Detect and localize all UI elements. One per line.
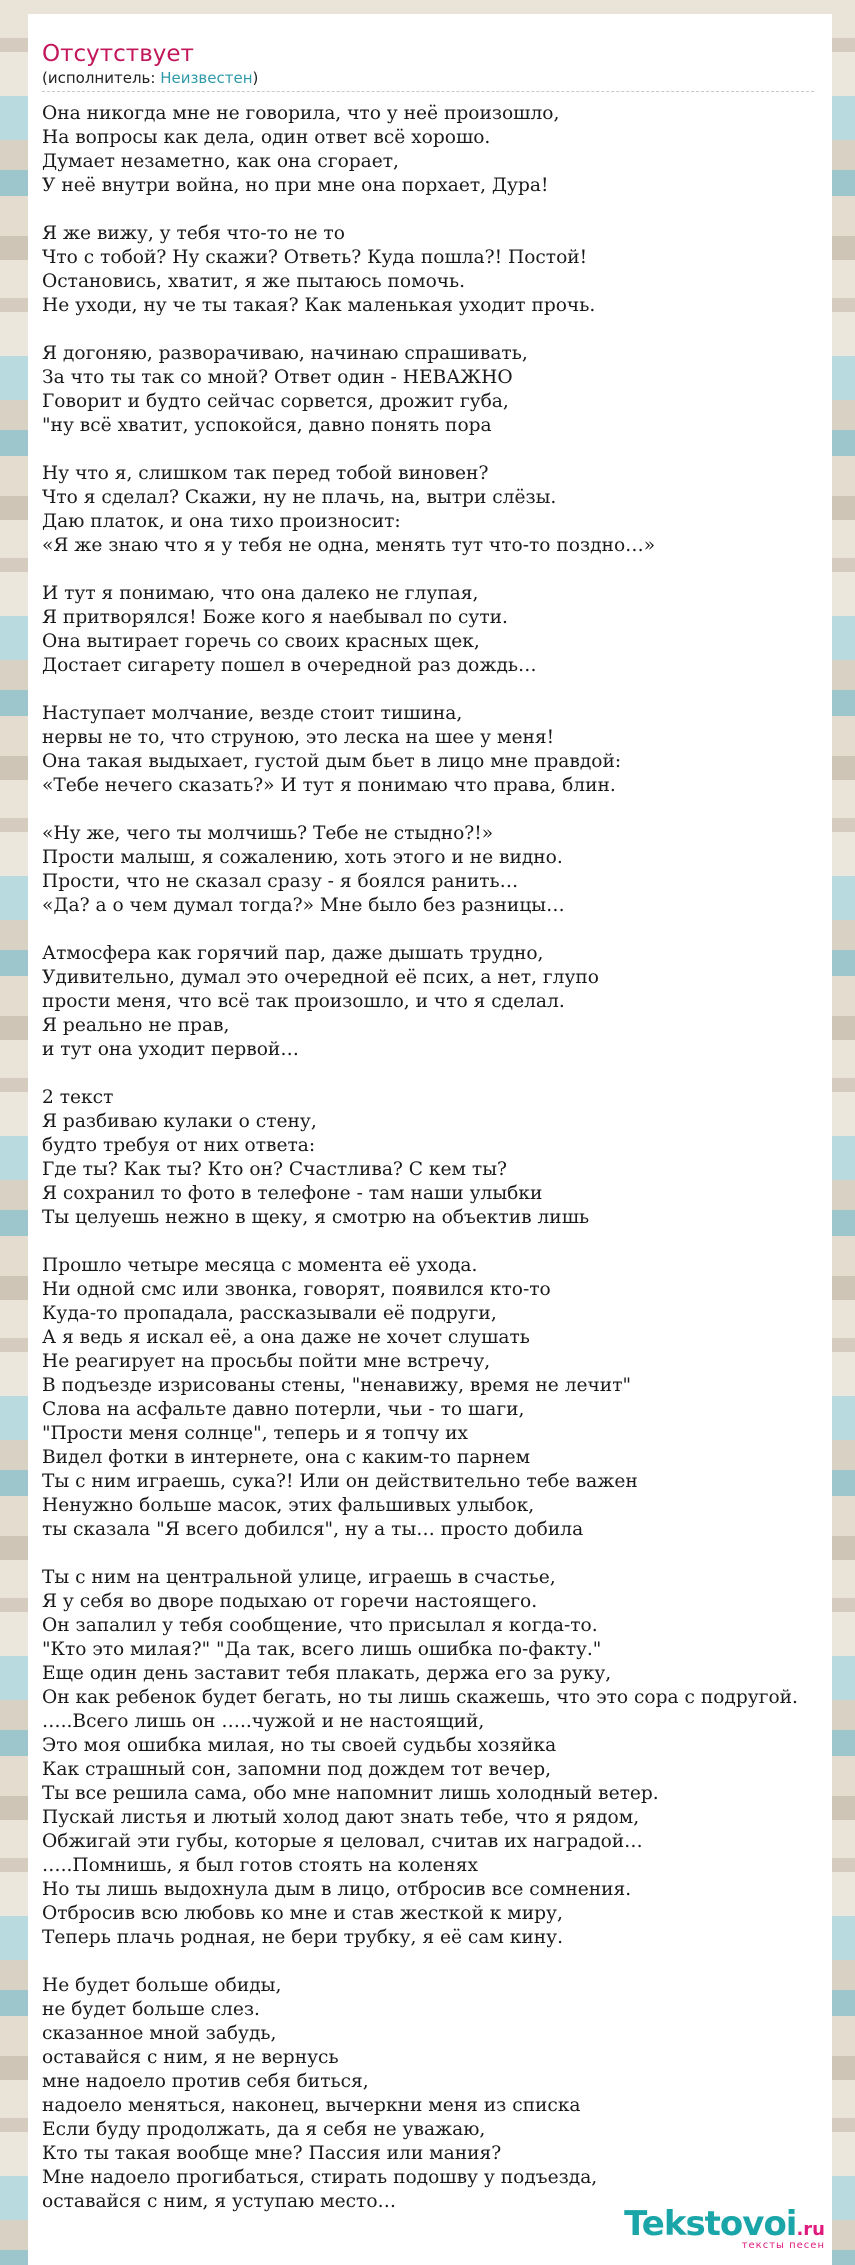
lyrics-line: Я же вижу, у тебя что-то не то [42, 223, 345, 244]
lyrics-line: А я ведь я искал её, а она даже не хочет слушать [42, 1327, 530, 1348]
lyrics-line: Прошло четыре месяца с момента её ухода. [42, 1255, 478, 1276]
lyrics-line: Достает сигарету пошел в очередной раз дождь… [42, 655, 537, 676]
lyrics-line: …..Всего лишь он …..чужой и не настоящий, [42, 1711, 485, 1732]
lyrics-line: надоело меняться, наконец, вычеркни меня из списка [42, 2095, 581, 2116]
lyrics-line: Я сохранил то фото в телефоне - там наши улыбки [42, 1183, 543, 1204]
lyrics-line: и тут она уходит первой… [42, 1039, 299, 1060]
lyrics-line: Что я сделал? Скажи, ну не плачь, на, вытри слёзы. [42, 487, 557, 508]
lyrics-line: мне надоело против себя биться, [42, 2071, 369, 2092]
lyrics-line: Обжигай эти губы, которые я целовал, считав их наградой… [42, 1831, 643, 1852]
lyrics-stanza [42, 1086, 814, 1230]
lyrics-line: Еще один день заставит тебя плакать, держа его за руку, [42, 1663, 612, 1684]
lyrics-line: Наступает молчание, везде стоит тишина, [42, 703, 463, 724]
lyrics-stanza [42, 342, 814, 438]
lyrics-line: оставайся с ним, я уступаю место… [42, 2191, 397, 2212]
lyrics-line: «Я же знаю что я у тебя не одна, менять тут что-то поздно…» [42, 535, 656, 556]
header-divider [42, 91, 814, 92]
lyrics-text [42, 102, 814, 2214]
lyrics-line: «Тебе нечего сказать?» И тут я понимаю что права, блин. [42, 775, 616, 796]
lyrics-page [28, 14, 832, 2265]
site-logo[interactable] [624, 2206, 825, 2251]
lyrics-line: Я реально не прав, [42, 1015, 230, 1036]
lyrics-line: Что с тобой? Ну скажи? Ответь? Куда пошла?! Постой! [42, 247, 588, 268]
lyrics-line: будто требуя от них ответа: [42, 1135, 316, 1156]
lyrics-line: «Да? а о чем думал тогда?» Мне было без разницы… [42, 895, 565, 916]
lyrics-line: не будет больше слез. [42, 1999, 260, 2020]
lyrics-line: Ты с ним на центральной улице, играешь в счастье, [42, 1567, 556, 1588]
lyrics-line: Пускай листья и лютый холод дают знать тебе, что я рядом, [42, 1807, 640, 1828]
lyrics-line: нервы не то, что струною, это леска на шее у меня! [42, 727, 555, 748]
lyrics-line: "Кто это милая?" "Да так, всего лишь ошибка по-факту." [42, 1639, 602, 1660]
lyrics-line: сказанное мной забудь, [42, 2023, 277, 2044]
lyrics-line: 2 текст [42, 1087, 114, 1108]
lyrics-line: Она такая выдыхает, густой дым бьет в лицо мне правдой: [42, 751, 622, 772]
lyrics-line: Даю платок, и она тихо произносит: [42, 511, 401, 532]
lyrics-line: Прости малыш, я сожалению, хоть этого и не видно. [42, 847, 563, 868]
lyrics-stanza [42, 102, 814, 198]
performer-line [42, 68, 814, 88]
lyrics-line: За что ты так со мной? Ответ один - НЕВАЖНО [42, 367, 513, 388]
lyrics-stanza [42, 222, 814, 318]
lyrics-line: Кто ты такая вообще мне? Пассия или мания? [42, 2143, 502, 2164]
lyrics-line: "Прости меня солнце", теперь и я топчу их [42, 1423, 468, 1444]
lyrics-stanza [42, 822, 814, 918]
lyrics-line: Атмосфера как горячий пар, даже дышать трудно, [42, 943, 544, 964]
performer-link[interactable]: Неизвестен [160, 69, 253, 87]
lyrics-line: Остановись, хватит, я же пытаюсь помочь. [42, 271, 466, 292]
lyrics-line: И тут я понимаю, что она далеко не глупая, [42, 583, 479, 604]
lyrics-stanza [42, 1566, 814, 1950]
lyrics-line: Это моя ошибка милая, но ты своей судьбы хозяйка [42, 1735, 557, 1756]
lyrics-line: Она никогда мне не говорила, что у неё произошло, [42, 103, 560, 124]
lyrics-stanza [42, 1974, 814, 2214]
performer-prefix: (исполнитель: [42, 69, 161, 87]
lyrics-line: Ты целуешь нежно в щеку, я смотрю на объектив лишь [42, 1207, 590, 1228]
lyrics-line: Я у себя во дворе подыхаю от горечи настоящего. [42, 1591, 538, 1612]
lyrics-line: На вопросы как дела, один ответ всё хорошо. [42, 127, 491, 148]
lyrics-stanza [42, 702, 814, 798]
lyrics-line: Он запалил у тебя сообщение, что присылал я когда-то. [42, 1615, 598, 1636]
song-title: Отсутствует [42, 41, 194, 67]
lyrics-line: Удивительно, думал это очередной её псих, а нет, глупо [42, 967, 599, 988]
lyrics-line: Но ты лишь выдохнула дым в лицо, отбросив все сомнения. [42, 1879, 632, 1900]
lyrics-line: Если буду продолжать, да я себя не уважаю, [42, 2119, 486, 2140]
lyrics-line: Где ты? Как ты? Кто он? Счастлива? С кем ты? [42, 1159, 507, 1180]
lyrics-line: ты сказала "Я всего добился", ну а ты… просто добила [42, 1519, 584, 1540]
lyrics-stanza [42, 942, 814, 1062]
lyrics-line: Теперь плачь родная, не бери трубку, я её сам кину. [42, 1927, 564, 1948]
lyrics-line: прости меня, что всё так произошло, и что я сделал. [42, 991, 565, 1012]
lyrics-line: Ну что я, слишком так перед тобой виновен? [42, 463, 489, 484]
lyrics-line: Думает незаметно, как она сгорает, [42, 151, 399, 172]
lyrics-stanza [42, 1254, 814, 1542]
lyrics-line: В подъезде изрисованы стены, "ненавижу, время не лечит" [42, 1375, 632, 1396]
lyrics-line: Отбросив всю любовь ко мне и став жесткой к миру, [42, 1903, 563, 1924]
lyrics-line: оставайся с ним, я не вернусь [42, 2047, 339, 2068]
lyrics-line: Я разбиваю кулаки о стену, [42, 1111, 317, 1132]
lyrics-line: У неё внутри война, но при мне она порхает, Дура! [42, 175, 549, 196]
lyrics-line: Мне надоело прогибаться, стирать подошву у подъезда, [42, 2167, 598, 2188]
lyrics-line: Прости, что не сказал сразу - я боялся ранить… [42, 871, 519, 892]
lyrics-line: "ну всё хватит, успокойся, давно понять пора [42, 415, 492, 436]
lyrics-line: Я притворялся! Боже кого я наебывал по сути. [42, 607, 508, 628]
performer-suffix: ) [252, 69, 259, 87]
lyrics-stanza [42, 462, 814, 558]
lyrics-line: Говорит и будто сейчас сорвется, дрожит губа, [42, 391, 509, 412]
logo-brand: Tekstovoi [624, 2204, 797, 2244]
lyrics-line: …..Помнишь, я был готов стоять на коленях [42, 1855, 479, 1876]
lyrics-stanza [42, 582, 814, 678]
lyrics-line: Видел фотки в интернете, она с каким-то парнем [42, 1447, 531, 1468]
lyrics-line: Ни одной смс или звонка, говорят, появился кто-то [42, 1279, 551, 1300]
lyrics-line: Слова на асфальте давно потерли, чьи - то шаги, [42, 1399, 525, 1420]
lyrics-line: Ненужно больше масок, этих фальшивых улыбок, [42, 1495, 535, 1516]
lyrics-line: Она вытирает горечь со своих красных щек, [42, 631, 480, 652]
lyrics-line: Я догоняю, разворачиваю, начинаю спрашивать, [42, 343, 528, 364]
lyrics-line: Не реагирует на просьбы пойти мне встречу, [42, 1351, 491, 1372]
lyrics-line: Он как ребенок будет бегать, но ты лишь скажешь, что это сора с подругой. [42, 1687, 798, 1708]
lyrics-line: Ты с ним играешь, сука?! Или он действительно тебе важен [42, 1471, 638, 1492]
logo-tld: .ru [796, 2219, 825, 2240]
lyrics-line: «Ну же, чего ты молчишь? Тебе не стыдно?!» [42, 823, 494, 844]
lyrics-line: Куда-то пропадала, рассказывали её подруги, [42, 1303, 497, 1324]
lyrics-line: Не уходи, ну че ты такая? Как маленькая уходит прочь. [42, 295, 596, 316]
lyrics-line: Как страшный сон, запомни под дождем тот вечер, [42, 1759, 552, 1780]
logo-tagline: тексты песен [741, 2240, 825, 2251]
lyrics-line: Ты все решила сама, обо мне напомнит лишь холодный ветер. [42, 1783, 659, 1804]
lyrics-line: Не будет больше обиды, [42, 1975, 282, 1996]
